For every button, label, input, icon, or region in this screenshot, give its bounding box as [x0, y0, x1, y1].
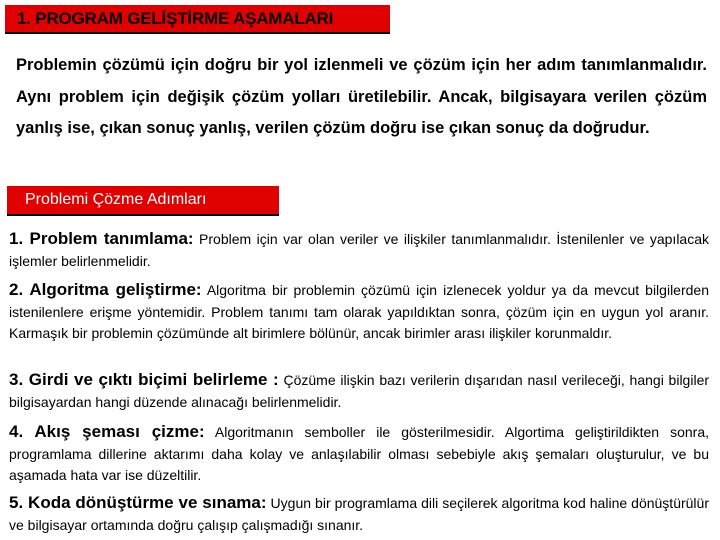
step-2-body: Algoritma bir problemin çözümü için izlenecek yoldur ya da mevcut bilgilerden istenilenlere erişme yöntemidir. Problem tanımı tam olarak yapıldıktan sonra, çözüm için en uygun yol aranır. Karmaşık bir problemin çözümünde alt birimlere bölünür, ancak birimler arası ilişkiler korunmaldır. — [9, 282, 709, 341]
subtitle-banner — [7, 186, 279, 216]
step-5 — [9, 492, 709, 536]
step-1-heading: 1. Problem tanımlama: — [9, 229, 194, 248]
title-banner — [5, 5, 390, 34]
step-3-heading: 3. Girdi ve çıktı biçimi belirleme : — [9, 370, 279, 389]
step-3-body: Çözüme ilişkin bazı verilerin dışarıdan nasıl verileceği, hangi bilgiler bilgisayardan hangi düzende alınacağı belirlenmelidir. — [9, 372, 710, 410]
step-5-body: Uygun bir programlama dili seçilerek algoritma kod haline dönüştürülür ve bilgisayar ortamında doğru çalışıp çalışmadığı sınanır. — [9, 495, 709, 533]
page-title: 1. PROGRAM GELİŞTİRME AŞAMALARI — [17, 9, 334, 28]
step-1-body: Problem için var olan veriler ve ilişkiler tanımlanmalıdır. İstenilenler ve yapılacak işlemler belirlenmelidir. — [9, 231, 710, 269]
step-2 — [9, 279, 709, 345]
step-1 — [9, 228, 709, 272]
step-4-body: Algoritmanın semboller ile gösterilmesidir. Algortima geliştirildikten sonra, programlama dillerine aktarımı daha kolay ve anlaşılabilir olması sebebiyle akış şemaları oluşturulur, ve bu aşamada hata var ise düzeltilir. — [9, 424, 709, 483]
step-4-heading: 4. Akış şeması çizme: — [9, 422, 205, 441]
step-3 — [9, 369, 709, 413]
step-5-heading: 5. Koda dönüştürme ve sınama: — [9, 493, 267, 512]
section-subtitle: Problemi Çözme Adımları — [25, 191, 207, 208]
step-2-heading: 2. Algoritma geliştirme: — [9, 280, 202, 299]
step-4 — [9, 421, 709, 487]
intro-paragraph: Problemin çözümü için doğru bir yol izlenmeli ve çözüm için her adım tanımlanmalıdır. Aynı problem için değişik çözüm yolları üretilebilir. Ancak, bilgisayara verilen çözüm yanlış ise, çıkan sonuç yanlış, verilen çözüm doğru ise çıkan sonuç da doğrudur. — [16, 56, 707, 137]
